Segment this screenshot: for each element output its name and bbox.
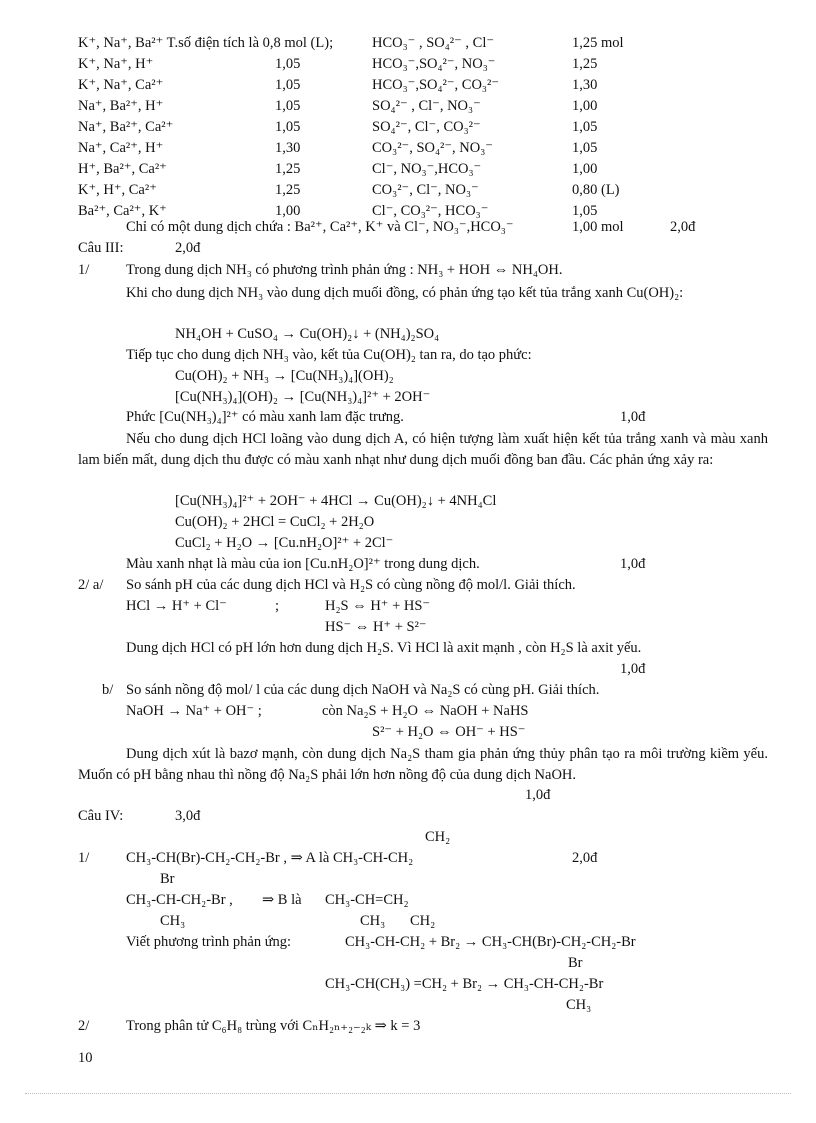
q4-ch3b: CH₃ (360, 913, 386, 929)
table-cell-charge: 1,25 (275, 161, 301, 177)
table-cell-cations: K⁺, Na⁺, Ba²⁺ T.số điện tích là 0,8 mol (L); (78, 35, 334, 51)
table-cell-value: 1,05 (572, 203, 598, 219)
table-cell-value: 1,30 (572, 77, 598, 93)
q3-line10: Dung dịch xút là bazơ mạnh, còn dung dịch Na₂S tham gia phản ứng thủy phân tạo ra môi trường kiềm yếu. Muốn có pH bằng nhau thì nồng độ Na₂S phải lớn hơn nồng độ của dung dịch NaOH. (78, 746, 768, 783)
q3-equation8c: S²⁻ + H₂O ⇔ OH⁻ + HS⁻ (372, 724, 526, 740)
table-cell-cations: K⁺, Na⁺, Ca²⁺ (78, 77, 164, 93)
table-cell-value: 1,05 (572, 140, 598, 156)
q4-line4: CH₃-CH(CH₃) =CH₂ + Br₂ → CH₃-CH-CH₂-Br (325, 976, 604, 992)
q4-line3a: Viết phương trình phản ứng: (126, 934, 292, 950)
q3-part-b-number: b/ (102, 682, 114, 698)
table-cell-anions: Cl⁻, NO₃⁻,HCO₃⁻ (372, 161, 482, 177)
q4-points: 3,0đ (175, 808, 201, 824)
q3-equation8b: còn Na₂S + H₂O ⇔ NaOH + NaHS (322, 703, 529, 719)
table-cell-anions: CO₃²⁻, Cl⁻, NO₃⁻ (372, 182, 479, 198)
table-cell-value: 1,25 (572, 56, 598, 72)
q3-line6: Màu xanh nhạt là màu của ion [Cu.nH₂O]²⁺ trong dung dịch. (126, 556, 480, 572)
table-cell-anions: CO₃²⁻, SO₄²⁻, NO₃⁻ (372, 140, 493, 156)
q3-points: 2,0đ (175, 240, 201, 256)
q4-part2-number: 2/ (78, 1018, 90, 1034)
table-cell-cations: H⁺, Ba²⁺, Ca²⁺ (78, 161, 167, 177)
q4-ch3c: CH₃ (566, 997, 592, 1013)
q3-line4: Phức [Cu(NH₃)₄]²⁺ có màu xanh lam đặc trưng. (126, 409, 404, 425)
q3-score1: 1,0đ (620, 409, 646, 425)
q4-line1: CH₃-CH(Br)-CH₂-CH₂-Br , ⇒ A là CH₃-CH-CH₂ (126, 850, 414, 866)
table-cell-value: 0,80 (L) (572, 182, 620, 198)
q3-part2-number: 2/ a/ (78, 577, 104, 593)
table-cell-cations: Na⁺, Ba²⁺, Ca²⁺ (78, 119, 174, 135)
q3-part1-number: 1/ (78, 262, 90, 278)
table-cell-anions: Cl⁻, CO₃²⁻, HCO₃⁻ (372, 203, 489, 219)
q3-line2: Khi cho dung dịch NH₃ vào dung dịch muối đồng, có phản ứng tạo kết tủa trắng xanh Cu(OH)₂: (126, 285, 684, 301)
q3-line7: So sánh pH của các dung dịch HCl và H₂S có cùng nồng độ mol/l. Giải thích. (126, 577, 576, 593)
q4-ch3a: CH₃ (160, 913, 186, 929)
table-cell-anions: HCO₃⁻,SO₄²⁻, CO₃²⁻ (372, 77, 499, 93)
q3-equation8a: NaOH → Na⁺ + OH⁻ ; (126, 703, 262, 719)
table-cell-cations: Na⁺, Ba²⁺, H⁺ (78, 98, 164, 114)
q4-br2: Br (568, 955, 583, 971)
table-cell-charge: 1,00 (275, 203, 301, 219)
q3-equation7c: HS⁻ ⇔ H⁺ + S²⁻ (325, 619, 427, 635)
table-cell-anions: SO₄²⁻ , Cl⁻, NO₃⁻ (372, 98, 481, 114)
table-cell-charge: 1,05 (275, 98, 301, 114)
q4-br1: Br (160, 871, 175, 887)
table-cell-charge: 1,30 (275, 140, 301, 156)
q3-score4: 1,0đ (525, 787, 551, 803)
table-cell-value: 1,05 (572, 119, 598, 135)
table-cell-value: 1,25 mol (572, 35, 624, 51)
q4-line5: Trong phân tử C₆H₈ trùng với CₙH₂ₙ₊₂₋₂ₖ ⇒ k = 3 (126, 1018, 421, 1034)
q4-part1-number: 1/ (78, 850, 90, 866)
q3-equation5: Cu(OH)₂ + 2HCl = CuCl₂ + 2H₂O (175, 514, 375, 530)
conclusion-score: 2,0đ (670, 219, 696, 235)
table-cell-cations: K⁺, H⁺, Ca²⁺ (78, 182, 157, 198)
q3-heading: Câu III: (78, 240, 124, 256)
q4-line2a: CH₃-CH-CH₂-Br , (126, 892, 233, 908)
table-cell-charge: 1,05 (275, 119, 301, 135)
table-cell-cations: Na⁺, Ca²⁺, H⁺ (78, 140, 164, 156)
q3-equation7a: HCl → H⁺ + Cl⁻ (126, 598, 227, 614)
q4-line2c: CH₃-CH=CH₂ (325, 892, 409, 908)
table-cell-charge: 1,05 (275, 56, 301, 72)
q3-line9: So sánh nồng độ mol/ l của các dung dịch NaOH và Na₂S có cùng pH. Giải thích. (126, 682, 600, 698)
q4-line3b: CH₃-CH-CH₂ + Br₂ → CH₃-CH(Br)-CH₂-CH₂-Br (345, 934, 636, 950)
q3-equation4: [Cu(NH₃)₄]²⁺ + 2OH⁻ + 4HCl → Cu(OH)₂↓ + 4NH₄Cl (175, 493, 497, 509)
q4-line2b: ⇒ B là (262, 892, 302, 908)
table-cell-value: 1,00 (572, 161, 598, 177)
q3-equation7b: H₂S ⇔ H⁺ + HS⁻ (325, 598, 431, 614)
q3-line3: Tiếp tục cho dung dịch NH₃ vào, kết tủa Cu(OH)₂ tan ra, do tạo phức: (126, 347, 532, 363)
q3-equation3: [Cu(NH₃)₄](OH)₂ → [Cu(NH₃)₄]²⁺ + 2OH⁻ (175, 389, 431, 405)
q3-score2: 1,0đ (620, 556, 646, 572)
q4-ch2-above: CH₂ (425, 829, 451, 845)
q3-equation2: Cu(OH)₂ + NH₃ → [Cu(NH₃)₄](OH)₂ (175, 368, 394, 384)
table-cell-anions: SO₄²⁻, Cl⁻, CO₃²⁻ (372, 119, 481, 135)
q4-ch2b: CH₂ (410, 913, 436, 929)
q3-equation1: NH₄OH + CuSO₄ → Cu(OH)₂↓ + (NH₄)₂SO₄ (175, 326, 440, 342)
table-cell-charge: 1,05 (275, 77, 301, 93)
page-number: 10 (78, 1050, 93, 1066)
q4-score1: 2,0đ (572, 850, 598, 866)
footer-divider (25, 1093, 791, 1094)
q4-heading: Câu IV: (78, 808, 124, 824)
table-cell-value: 1,00 (572, 98, 598, 114)
table-cell-cations: Ba²⁺, Ca²⁺, K⁺ (78, 203, 167, 219)
table-cell-cations: K⁺, Na⁺, H⁺ (78, 56, 154, 72)
table-cell-anions: HCO₃⁻ , SO₄²⁻ , Cl⁻ (372, 35, 495, 51)
q3-line1: Trong dung dịch NH₃ có phương trình phản ứng : NH₃ + HOH ⇔ NH₄OH. (126, 262, 563, 278)
conclusion-value: 1,00 mol (572, 219, 624, 235)
q3-line8: Dung dịch HCl có pH lớn hơn dung dịch H₂S. Vì HCl là axit mạnh , còn H₂S là axit yếu. (126, 640, 642, 656)
q3-line5: Nếu cho dung dịch HCl loãng vào dung dịch A, có hiện tượng làm xuất hiện kết tủa trắng xanh và màu xanh lam biến mất, dung dịch thu được có màu xanh nhạt như dung dịch muối đồng ban đầu. Các phản ứng xảy ra: (78, 431, 768, 468)
q3-equation6: CuCl₂ + H₂O → [Cu.nH₂O]²⁺ + 2Cl⁻ (175, 535, 394, 551)
table-cell-anions: HCO₃⁻,SO₄²⁻, NO₃⁻ (372, 56, 496, 72)
q3-separator: ; (275, 598, 280, 614)
conclusion-text: Chỉ có một dung dịch chứa : Ba²⁺, Ca²⁺, K⁺ và Cl⁻, NO₃⁻,HCO₃⁻ (126, 219, 514, 235)
table-cell-charge: 1,25 (275, 182, 301, 198)
q3-score3: 1,0đ (620, 661, 646, 677)
